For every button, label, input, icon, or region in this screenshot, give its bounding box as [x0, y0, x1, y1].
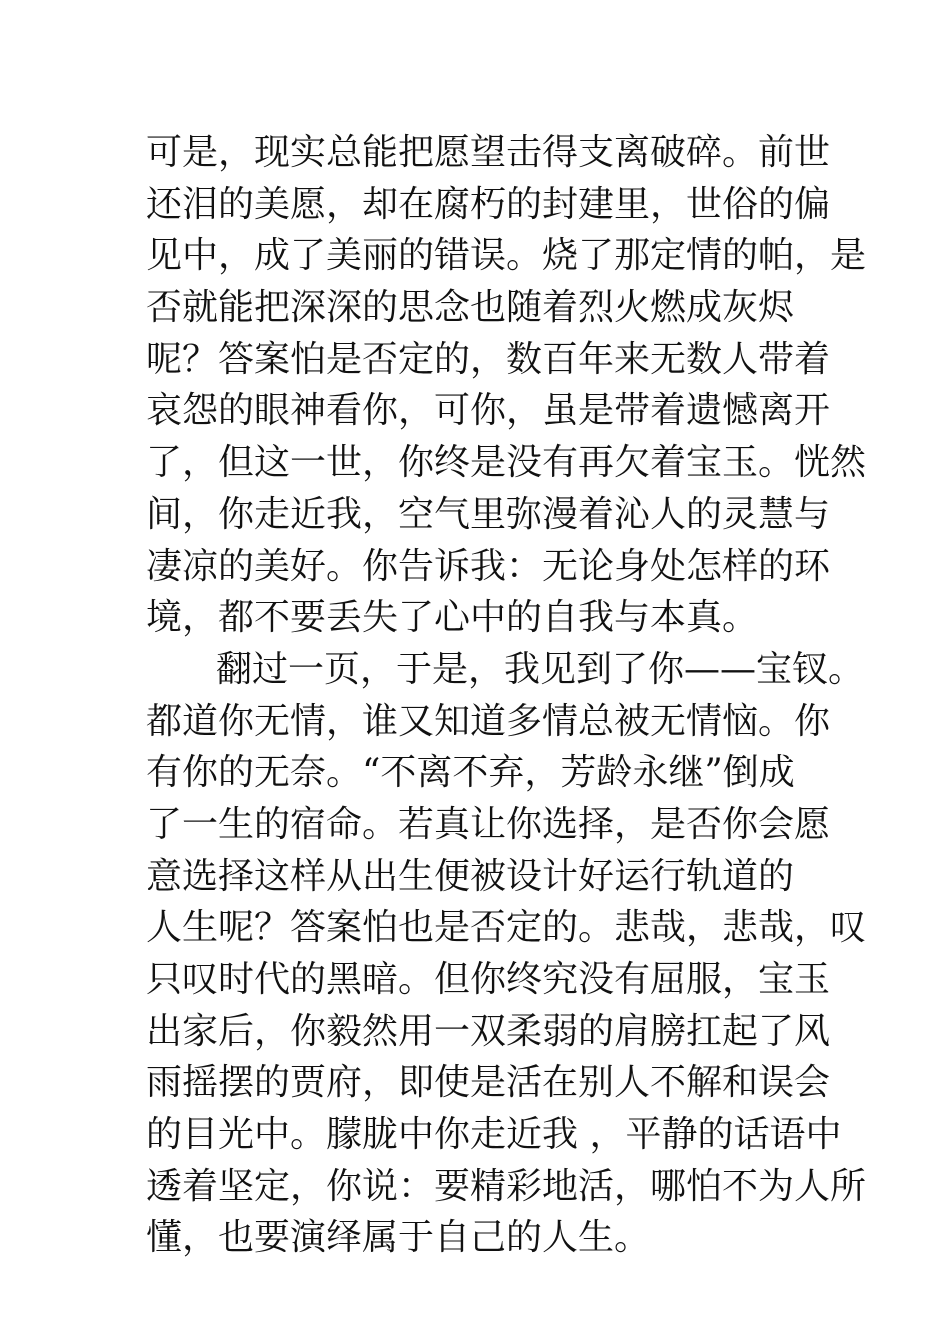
text-line: 了一生的宿命。若真让你选择，是否你会愿: [146, 803, 831, 845]
body-text: [146, 127, 867, 1264]
text-line: 见中，成了美丽的错误。烧了那定情的帕，是: [146, 235, 867, 277]
text-line: 了，但这一世，你终是没有再欠着宝玉。恍然: [146, 442, 867, 484]
text-line: 雨摇摆的贾府，即使是活在别人不解和误会: [146, 1062, 831, 1104]
text-line: 可是，现实总能把愿望击得支离破碎。前世: [146, 132, 831, 173]
text-line: 凄凉的美好。你告诉我：无论身处怎样的环: [146, 545, 831, 587]
text-line: 境，都不要丢失了心中的自我与本真。: [146, 597, 759, 639]
text-line: 有你的无奈。“不离不弃，芳龄永继”倒成: [146, 752, 795, 794]
text-line: 出家后，你毅然用一双柔弱的肩膀扛起了风: [146, 1010, 831, 1052]
text-line: 意选择这样从出生便被设计好运行轨道的: [146, 855, 795, 897]
text-line: 透着坚定，你说：要精彩地活，哪怕不为人所: [146, 1165, 867, 1207]
text-line: 否就能把深深的思念也随着烈火燃成灰烬: [146, 287, 795, 329]
text-line: 哀怨的眼神看你，可你，虽是带着遗憾离开: [146, 390, 831, 432]
text-line: 的目光中。朦胧中你走近我 ，平静的话语中: [146, 1114, 842, 1156]
text-line: 懂，也要演绎属于自己的人生。: [146, 1217, 651, 1259]
paragraph-first-line: 翻过一页，于是，我见到了你——宝钗。: [216, 648, 865, 690]
text-line: 间，你走近我，空气里弥漫着沁人的灵慧与: [146, 493, 831, 535]
text-line: 人生呢？答案怕也是否定的。悲哉，悲哉，叹: [146, 907, 867, 949]
text-line: 都道你无情，谁又知道多情总被无情恼。你: [146, 700, 831, 742]
text-line: 还泪的美愿，却在腐朽的封建里，世俗的偏: [146, 183, 831, 225]
text-line: 呢？答案怕是否定的，数百年来无数人带着: [146, 338, 831, 380]
text-line: 只叹时代的黑暗。但你终究没有屈服，宝玉: [146, 959, 831, 1000]
